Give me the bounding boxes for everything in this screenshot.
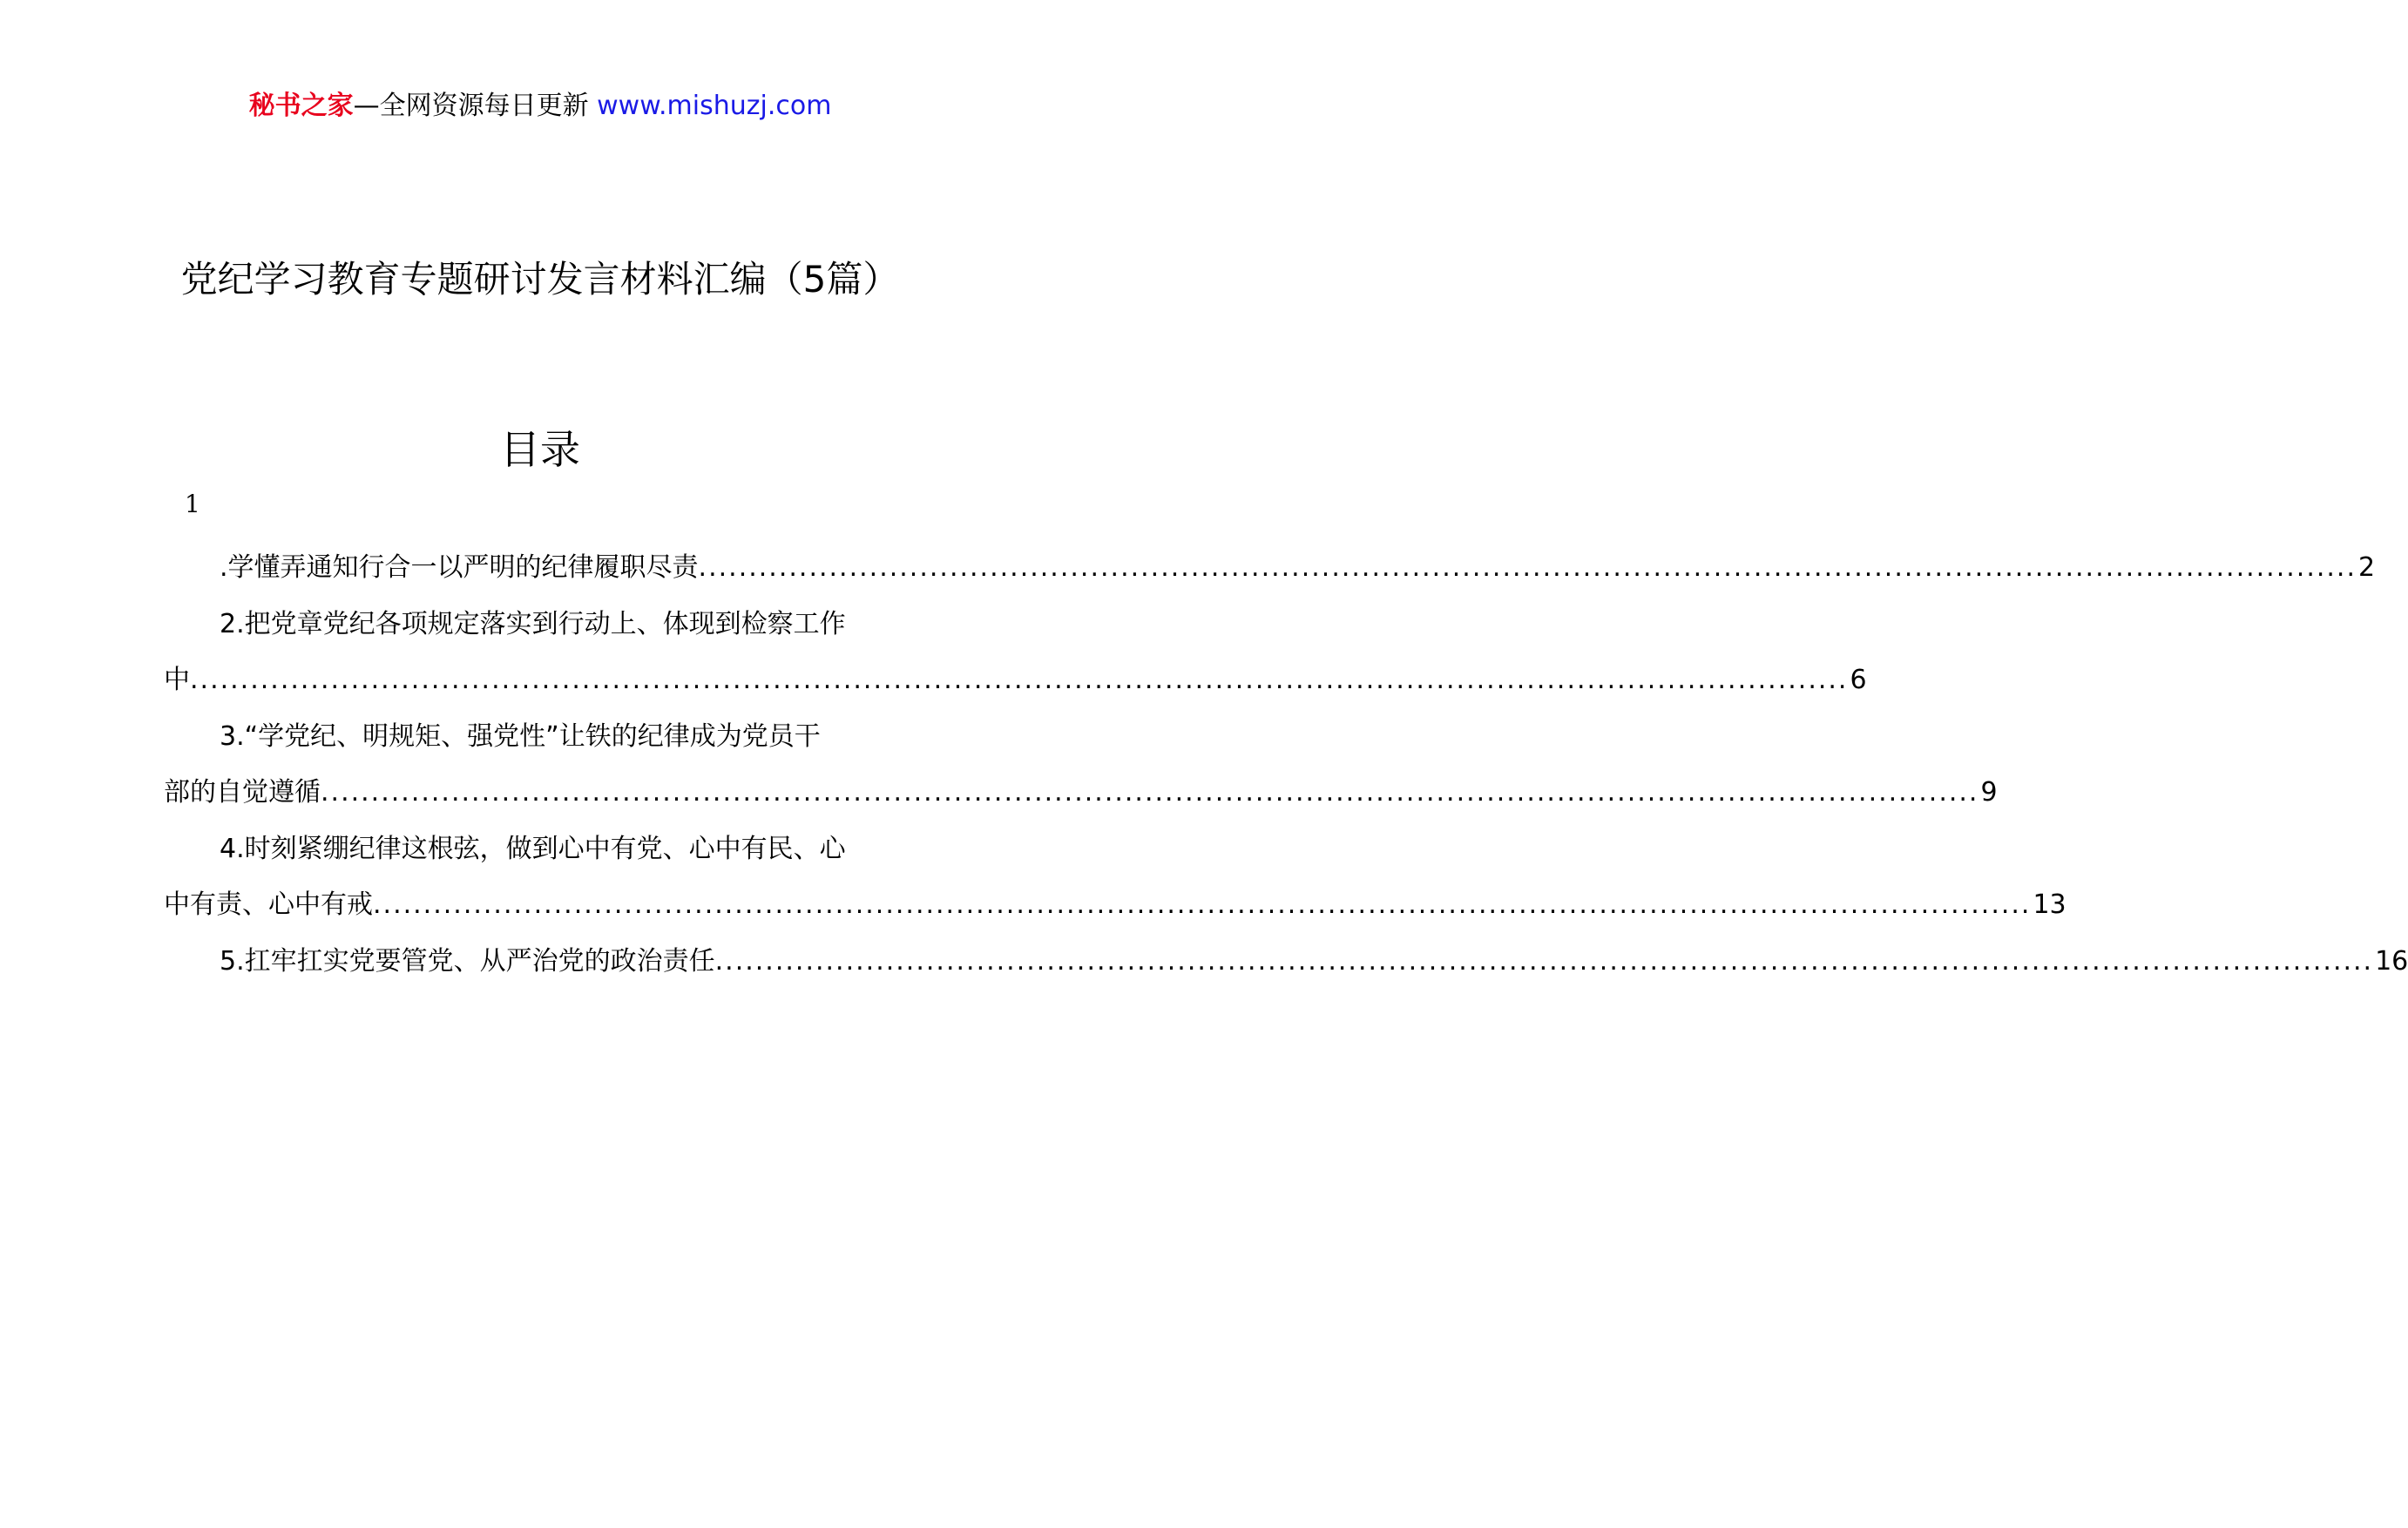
toc-entry-4-title-line2: 中有责、心中有戒 — [164, 889, 373, 920]
stray-number: 1 — [185, 490, 200, 518]
toc-entry-4-title-line1: 4.时刻紧绷纪律这根弦，做到心中有党、心中有民、心 — [220, 833, 846, 864]
toc-entry-2[interactable] — [164, 597, 915, 653]
site-url[interactable]: www.mishuzj.com — [597, 91, 832, 121]
toc-entry-4[interactable] — [164, 821, 915, 878]
toc-entry-3-title-line2: 部的自觉遵循 — [164, 777, 321, 808]
toc-entry-3-page: 9 — [1980, 777, 1998, 808]
toc-entry-4-continued[interactable] — [164, 877, 2066, 934]
toc-entry-3-title-line1: 3.“学党纪、明规矩、强党性”让铁的纪律成为党员干 — [220, 720, 821, 752]
document-title: 党纪学习教育专题研讨发言材料汇编（5篇） — [180, 258, 900, 301]
toc-leader-dots: ..................................................................................................................................................................... — [698, 552, 2357, 583]
toc-entry-5-title: 5.扛牢扛实党要管党、从严治党的政治责任 — [220, 945, 715, 977]
site-brand: 秘书之家 — [248, 91, 354, 121]
toc-entry-2-title-line2: 中 — [164, 665, 190, 695]
toc-entry-1-title: .学懂弄通知行合一以严明的纪律履职尽责 — [220, 552, 699, 583]
site-tagline: —全网资源每日更新 — [353, 91, 598, 121]
toc-entry-4-page: 13 — [2033, 889, 2066, 920]
toc-leader-dots: ..................................................................................................................................................................... — [190, 665, 1849, 695]
toc-entry-2-page: 6 — [1850, 665, 1867, 695]
toc-leader-dots: ..................................................................................................................................................................... — [714, 945, 2374, 977]
table-of-contents — [164, 540, 2408, 990]
toc-entry-3-continued[interactable] — [164, 765, 1998, 821]
site-header — [0, 87, 1080, 125]
toc-leader-dots: ..................................................................................................................................................................... — [373, 889, 2032, 920]
toc-entry-5-page: 16 — [2375, 945, 2408, 977]
toc-heading: 目录 — [500, 426, 580, 473]
toc-entry-3[interactable] — [164, 709, 915, 766]
toc-entry-5[interactable] — [164, 934, 2408, 990]
toc-leader-dots: ..................................................................................................................................................................... — [321, 777, 1979, 808]
toc-entry-2-title-line1: 2.把党章党纪各项规定落实到行动上、体现到检察工作 — [220, 608, 846, 639]
toc-entry-1[interactable] — [164, 540, 2376, 597]
toc-entry-2-continued[interactable] — [164, 652, 1867, 709]
toc-entry-1-page: 2 — [2358, 552, 2376, 583]
